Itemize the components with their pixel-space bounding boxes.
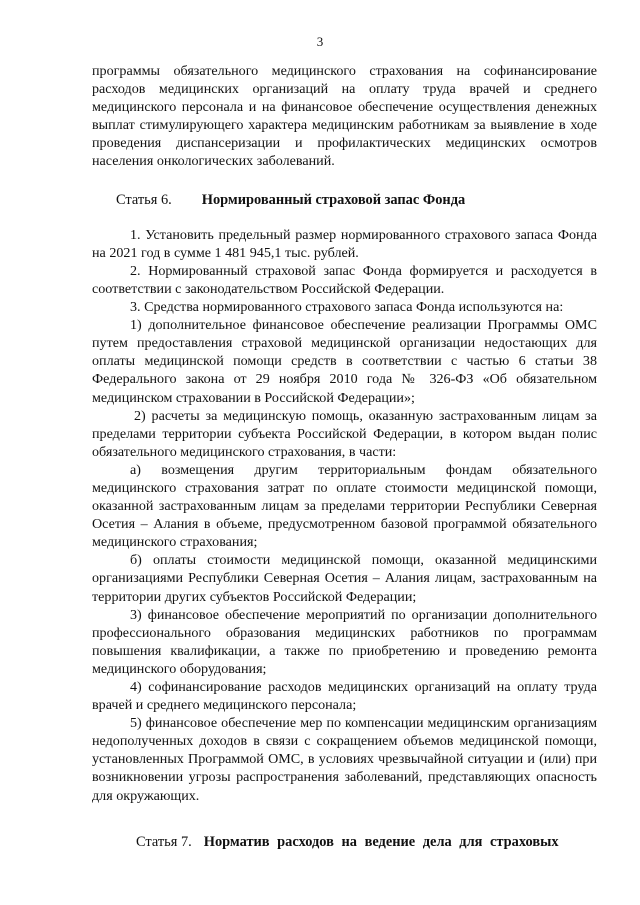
continuation-paragraph: программы обязательного медицинского страхования на софинансирование расходов медицинских организаций на оплату труда врачей и среднего медицинского персонала и на финансовое обеспечение осуществления денежных выплат стимулирующего характера медицинским работникам за выявление в ходе проведения диспансеризации и профилактических медицинских осмотров населения онкологических заболеваний. xyxy=(92,63,597,170)
article-6-number: Статья 6. xyxy=(116,191,172,208)
article-6-title: Нормированный страховой запас Фонда xyxy=(201,191,466,208)
article-7-heading xyxy=(92,833,597,851)
article-6-paragraph: 3) финансовое обеспечение мероприятий по организации дополнительного профессионального образования медицинских работников по программам повышения квалификации, а также по приобретению и проведению ремонта медицинского оборудования; xyxy=(92,606,597,677)
article-6-paragraph: 3. Средства нормированного страхового запаса Фонда используются на: xyxy=(130,299,564,316)
article-6-paragraph: 4) софинансирование расходов медицинских организаций на оплату труда врачей и среднего медицинского персонала; xyxy=(92,679,597,714)
article-6-paragraph: 1) дополнительное финансовое обеспечение реализации Программы ОМС путем предоставления страховой медицинской организации недостающих для оплаты медицинской помощи средств в соответствии с частью 6 статьи 38 Федерального закона от 29 ноября 2010 года № 326-ФЗ «Об обязательном медицинском страховании в Российской Федерации»; xyxy=(92,317,597,406)
article-6-paragraph: 2) расчеты за медицинскую помощь, оказанную застрахованным лицам за пределами территории субъекта Российской Федерации, в котором выдан полис обязательного медицинского страхования, в части: xyxy=(92,407,597,460)
article-6-paragraph: а) возмещения другим территориальным фондам обязательного медицинского страхования затрат по оплате стоимости медицинской помощи, оказанной застрахованным лицам за пределами территории Республики Северная Осетия – Алания в объеме, предусмотренном базовой программой обязательного медицинского страхования; xyxy=(92,461,597,551)
document-body xyxy=(92,62,597,851)
article-6-heading xyxy=(92,191,597,209)
article-6-paragraph: б) оплаты стоимости медицинской помощи, оказанной медицинскими организациями Республики Северная Осетия – Алания лицам, застрахованным на территории других субъектов Российской Федерации; xyxy=(92,552,597,605)
article-7-number: Статья 7. xyxy=(136,833,192,850)
article-7-title: Норматив расходов на ведение дела для страховых xyxy=(203,833,559,850)
article-6-paragraph: 1. Установить предельный размер нормированного страхового запаса Фонда на 2021 год в сумме 1 481 945,1 тыс. рублей. xyxy=(92,226,597,261)
page-number: 3 xyxy=(316,34,324,49)
article-6-paragraph: 2. Нормированный страховой запас Фонда формируется и расходуется в соответствии с законодательством Российской Федерации. xyxy=(92,262,597,297)
article-6-paragraph: 5) финансовое обеспечение мер по компенсации медицинским организациям недополученных доходов в связи с сокращением объемов медицинской помощи, установленных Программой ОМС, в условиях чрезвычайной ситуации и (или) при возникновении угрозы распространения заболеваний, представляющих опасность для окружающих. xyxy=(92,715,597,804)
